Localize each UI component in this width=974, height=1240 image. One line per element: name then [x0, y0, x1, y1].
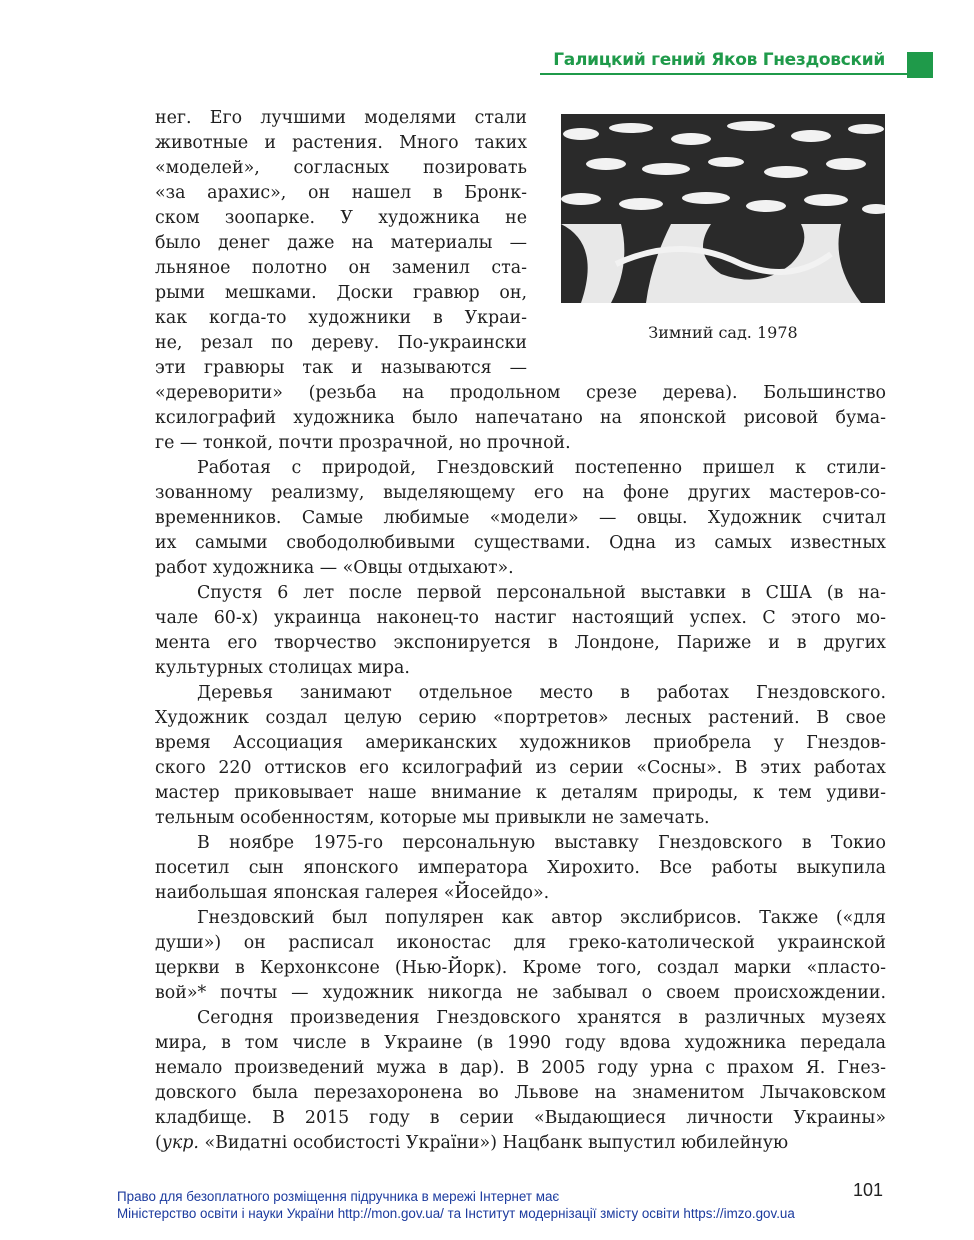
page-header-title: Галицкий гений Яков Гнездовский	[553, 50, 885, 70]
text-line: «дереворити» (резьба на продольном срезе дерева). Большинство	[155, 383, 886, 403]
text-line: кладбище. В 2015 году в серии «Выдающиеся личности Украины»	[155, 1108, 886, 1128]
text-line: временников. Самые любимые «модели» — овцы. Художник считал	[155, 508, 886, 528]
text-line: мастер приковывает наше внимание к деталям природы, к тем удиви-	[155, 783, 886, 803]
text-line: не, резал по дереву. По-украински	[155, 333, 527, 353]
header-rule	[540, 73, 908, 75]
article-body	[155, 106, 886, 1156]
text-line: Спустя 6 лет после первой персональной выставки в США (в на-	[197, 583, 886, 603]
text-line: Художник создал целую серию «портретов» лесных растений. В свое	[155, 708, 886, 728]
column-text	[155, 106, 886, 381]
text-line: чале 60-х) украинца наконец-то настиг настоящий успех. С этого мо-	[155, 608, 886, 628]
full-width-text	[155, 381, 886, 1131]
text-line: тельным особенностям, которые мы привыкли не замечать.	[155, 808, 710, 828]
text-line: ге — тонкой, почти прозрачной, но прочной.	[155, 433, 571, 453]
text-line: «за арахис», он нашел в Бронк-	[155, 183, 527, 203]
text-line: льняное полотно он заменил ста-	[155, 258, 527, 278]
text-line: В ноябре 1975-го персональную выставку Гнездовского в Токио	[197, 833, 886, 853]
text-line: Работая с природой, Гнездовский постепенно пришел к стили-	[197, 458, 886, 478]
text-line: вой»* почты — художник никогда не забывал о своем происхождении.	[155, 983, 886, 1003]
text-line: время Ассоциация американских художников приобрела у Гнездов-	[155, 733, 886, 753]
text-line: ском зоопарке. У художника не	[155, 208, 527, 228]
text-line: мира, в том числе в Украине (в 1990 году вдова художника передала	[155, 1033, 886, 1053]
text-line: «моделей», согласных позировать	[155, 158, 527, 178]
text-line: как когда-то художники в Украи-	[155, 308, 527, 328]
text-line: зованному реализму, выделяющему его на фоне других мастеров-со-	[155, 483, 886, 503]
text-line: Деревья занимают отдельное место в работах Гнездовского.	[197, 683, 886, 703]
text-line: наибольшая японская галерея «Йосейдо».	[155, 883, 550, 903]
text-line: немало произведений мужа в дар). В 2005 году урна с прахом Я. Гнез-	[155, 1058, 886, 1078]
header-marker	[907, 52, 933, 78]
page-number: 101	[853, 1180, 884, 1200]
text-line: работ художника — «Овцы отдыхают».	[155, 558, 514, 578]
text-line: ксилографий художника было напечатано на японской рисовой бума-	[155, 408, 886, 428]
text-line: мента его творчество экспонируется в Лондоне, Париже и в других	[155, 633, 886, 653]
text-line: нег. Его лучшими моделями стали	[155, 108, 527, 128]
text-line: довского была перезахоронена во Львове на знаменитом Лычаковском	[155, 1083, 886, 1103]
text-line: рыми мешками. Доски гравюр он,	[155, 283, 527, 303]
text-line: культурных столицах мира.	[155, 658, 410, 678]
text-line: эти гравюры так и называются —	[155, 358, 527, 378]
text-line: Сегодня произведения Гнездовского хранятся в различных музеях	[197, 1008, 886, 1028]
text-line: посетил сын японского императора Хирохито. Все работы выкупила	[155, 858, 886, 878]
footer-line: Міністерство освіти і науки України http://mon.gov.ua/ та Інститут модернізації змісту освіти https://imzo.gov.ua	[117, 1206, 795, 1221]
text-line: их самыми свободолюбивыми существами. Одна из самых известных	[155, 533, 886, 553]
footer-line: Право для безоплатного розміщення підручника в мережі Інтернет має	[117, 1189, 560, 1204]
text-line: ского 220 оттисков его ксилографий из серии «Сосны». В этих работах	[155, 758, 886, 778]
footer-notice	[117, 1188, 795, 1222]
text-line: церкви в Керхонксоне (Нью-Йорк). Кроме того, создал марки «пласто-	[155, 958, 886, 978]
text-line: было денег даже на материалы —	[155, 233, 527, 253]
text-line: животные и растения. Много таких	[155, 133, 527, 153]
text-line: (укр. «Видатні особистості України») Нацбанк выпустил юбилейную	[155, 1133, 789, 1153]
text-line: Гнездовский был популярен как автор экслибрисов. Также («для	[197, 908, 886, 928]
text-line: души») он расписал иконостас для греко-католической украинской	[155, 933, 886, 953]
figure-caption: Зимний сад. 1978	[648, 323, 798, 342]
